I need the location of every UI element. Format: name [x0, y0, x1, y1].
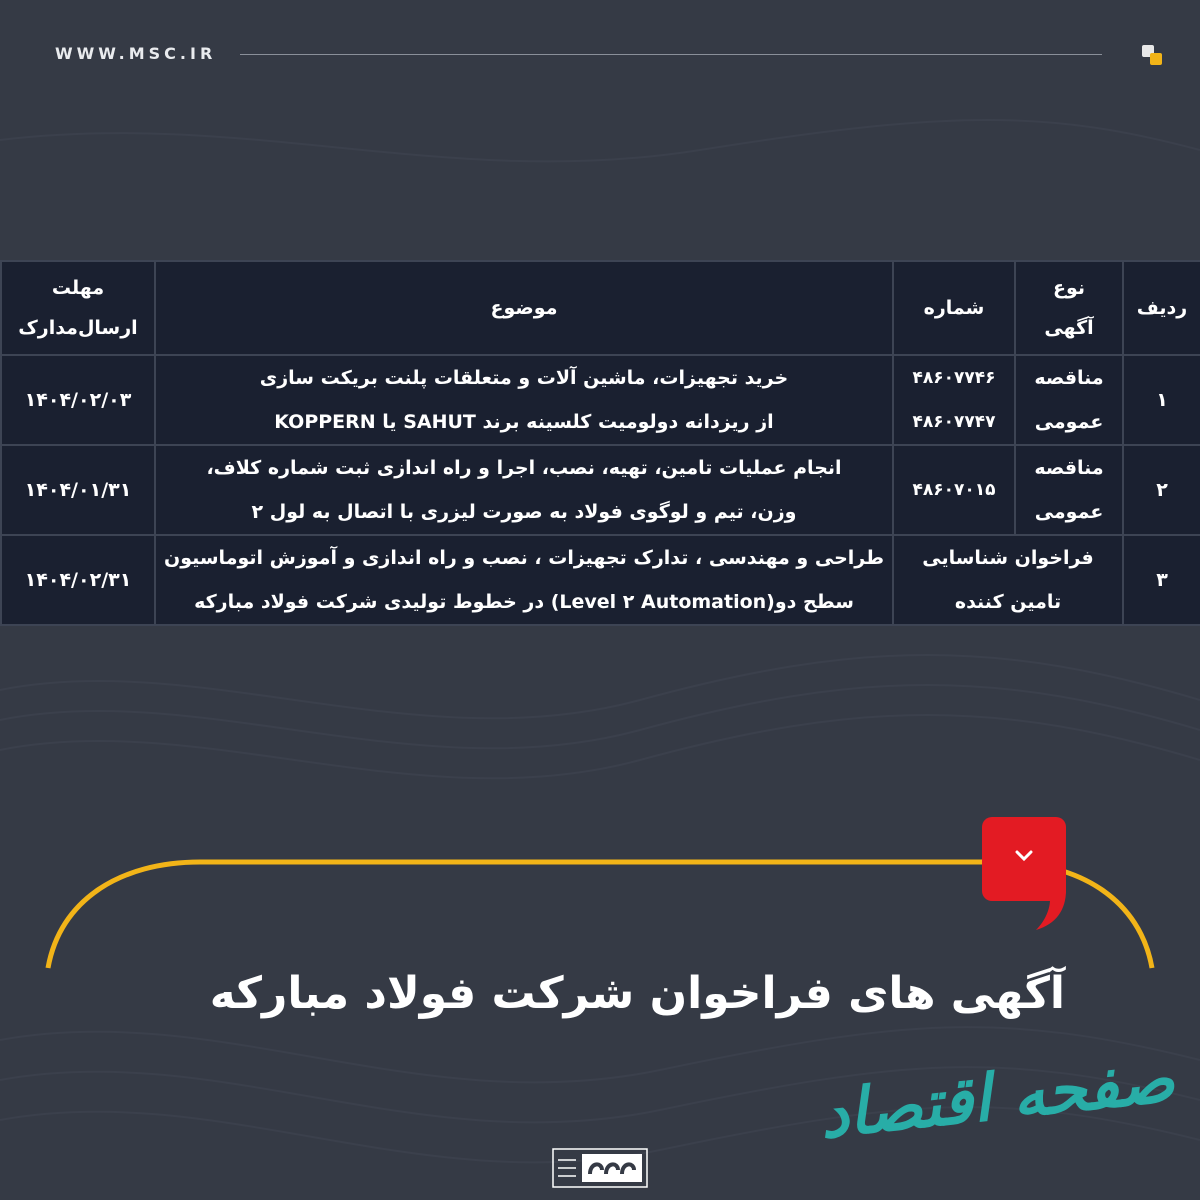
table-row — [1, 535, 1200, 625]
msc-logo-icon — [1140, 43, 1166, 69]
row-number: ۱ — [1123, 355, 1200, 445]
table-row — [1, 445, 1200, 535]
tender-number: ۴۸۶۰۷۷۴۶ ۴۸۶۰۷۷۴۷ — [893, 355, 1015, 445]
ad-type: مناقصه عمومی — [1015, 355, 1123, 445]
tenders-table — [0, 260, 1200, 626]
header-ad-type: نوع آگهی — [1015, 261, 1123, 355]
ad-type: مناقصه عمومی — [1015, 445, 1123, 535]
tender-number: ۴۸۶۰۷۰۱۵ — [893, 445, 1015, 535]
foolad-mobarakeh-logo — [552, 1148, 648, 1188]
tender-subject: طراحی و مهندسی ، تدارک تجهیزات ، نصب و راه اندازی و آموزش اتوماسیون سطح دو(Level ۲ Automation) در خطوط تولیدی شرکت فولاد مبارکه — [155, 535, 893, 625]
header-row-number: ردیف — [1123, 261, 1200, 355]
tender-subject: خرید تجهیزات، ماشین آلات و متعلقات پلنت بریکت سازی از ریزدانه دولومیت کلسینه برند SAHUT یا KOPPERN — [155, 355, 893, 445]
row-number: ۳ — [1123, 535, 1200, 625]
deadline-date: ۱۴۰۴/۰۱/۳۱ — [1, 445, 155, 535]
site-url[interactable]: WWW.MSC.IR — [55, 44, 217, 63]
row-number: ۲ — [1123, 445, 1200, 535]
header-deadline: مهلت ارسال‌مدارک — [1, 261, 155, 355]
deadline-date: ۱۴۰۴/۰۲/۰۳ — [1, 355, 155, 445]
quote-badge-tail — [1032, 890, 1066, 930]
table-header-row — [1, 261, 1200, 355]
watermark-logo: صفحه اقتصاد — [816, 1041, 1178, 1154]
header-divider — [240, 54, 1102, 55]
table-row — [1, 355, 1200, 445]
page-title: آگهی های فراخوان شرکت فولاد مبارکه — [209, 968, 1065, 1019]
header-number: شماره — [893, 261, 1015, 355]
header-subject: موضوع — [155, 261, 893, 355]
chevron-down-icon — [1014, 846, 1034, 866]
tender-subject: انجام عملیات تامین، تهیه، نصب، اجرا و راه اندازی ثبت شماره کلاف، وزن، تیم و لوگوی فولاد به صورت لیزری با اتصال به لول ۲ — [155, 445, 893, 535]
deadline-date: ۱۴۰۴/۰۲/۳۱ — [1, 535, 155, 625]
ad-type: فراخوان شناسایی تامین کننده — [893, 535, 1123, 625]
